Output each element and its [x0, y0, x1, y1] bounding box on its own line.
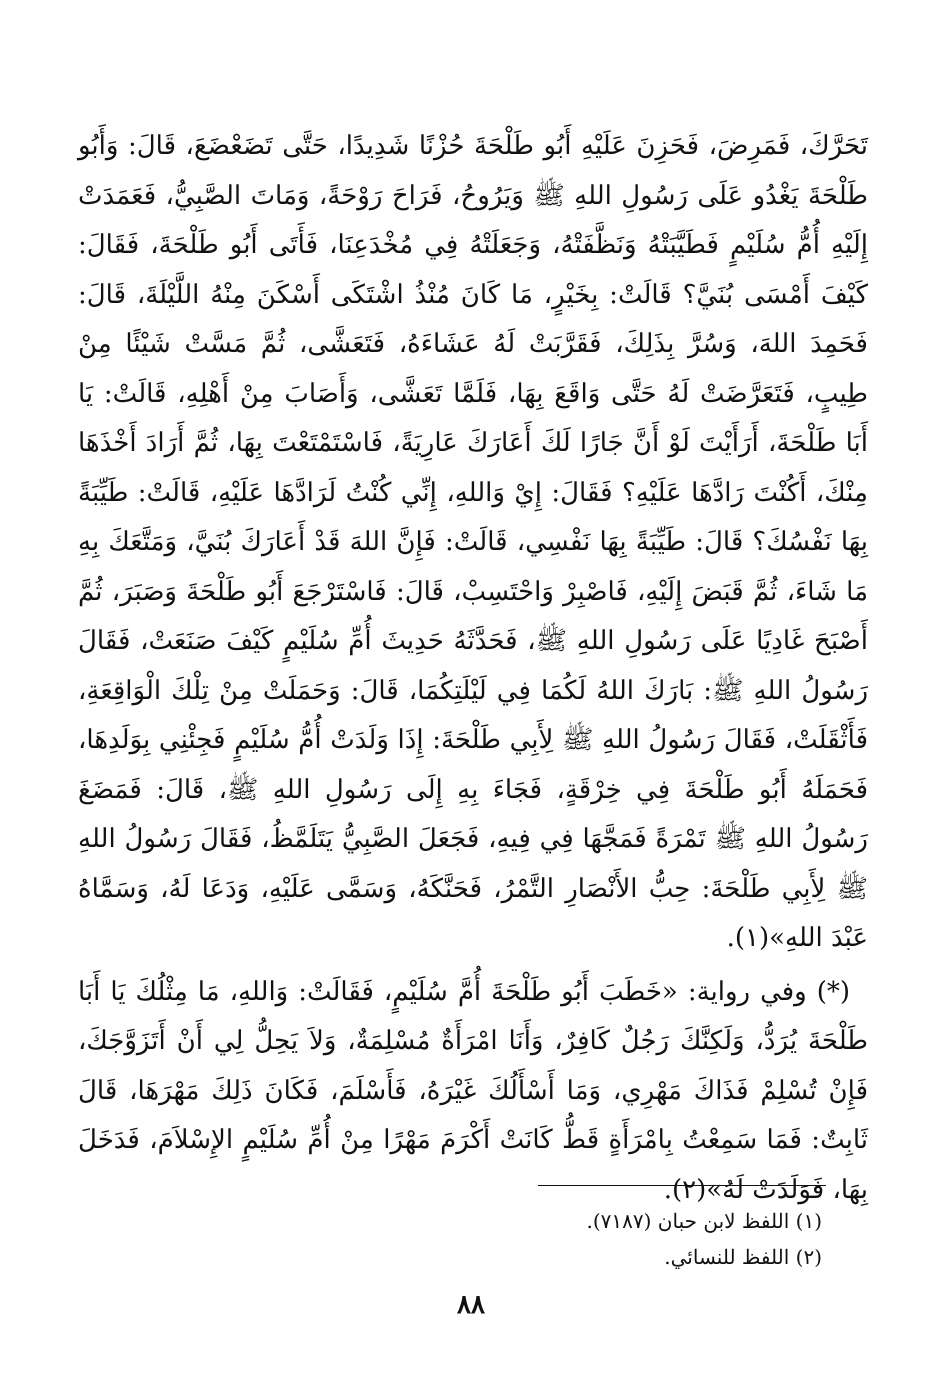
page-number: ٨٨	[457, 1290, 485, 1320]
footnote-1: (١) اللفظ لابن حبان (٧١٨٧).	[586, 1209, 822, 1233]
main-text	[78, 122, 868, 1215]
hadith-paragraph: تَحَرَّكَ، فَمَرِضَ، فَحَزِنَ عَلَيْهِ أَبُو طَلْحَةَ حُزْنًا شَدِيدًا، حَتَّى تَضَعْضَعَ، قَالَ: وَأَبُو طَلْحَةَ يَغْدُو عَلَى رَسُولِ اللهِ ﷺ وَيَرُوحُ، فَرَاحَ رَوْحَةً، وَمَاتَ الصَّبِيُّ، فَعَمَدَتْ إِلَيْهِ أُمُّ سُلَيْمٍ فَطَيَّبَتْهُ وَنَظَّفَتْهُ، وَجَعَلَتْهُ فِي مُخْدَعِنَا، فَأَتَى أَبُو طَلْحَةَ، فَقَالَ: كَيْفَ أَمْسَى بُنَيَّ؟ قَالَتْ: بِخَيْرٍ، مَا كَانَ مُنْذُ اشْتَكَى أَسْكَنَ مِنْهُ اللَّيْلَةَ، قَالَ: فَحَمِدَ اللهَ، وَسُرَّ بِذَلِكَ، فَقَرَّبَتْ لَهُ عَشَاءَهُ، فَتَعَشَّى، ثُمَّ مَسَّتْ شَيْئًا مِنْ طِيبٍ، فَتَعَرَّضَتْ لَهُ حَتَّى وَاقَعَ بِهَا، فَلَمَّا تَعَشَّى، وَأَصَابَ مِنْ أَهْلِهِ، قَالَتْ: يَا أَبَا طَلْحَةَ، أَرَأَيْتَ لَوْ أَنَّ جَارًا لَكَ أَعَارَكَ عَارِيَةً، فَاسْتَمْتَعْتَ بِهَا، ثُمَّ أَرَادَ أَخْذَهَا مِنْكَ، أَكُنْتَ رَادَّهَا عَلَيْهِ؟ فَقَالَ: إِيْ وَاللهِ، إِنِّي كُنْتُ لَرَادَّهَا عَلَيْهِ، قَالَتْ: طَيِّبَةً بِهَا نَفْسُكَ؟ قَالَ: طَيِّبَةً بِهَا نَفْسِي، قَالَتْ: فَإِنَّ اللهَ قَدْ أَعَارَكَ بُنَيَّ، وَمَتَّعَكَ بِهِ مَا شَاءَ، ثُمَّ قَبَضَ إِلَيْهِ، فَاصْبِرْ وَاحْتَسِبْ، قَالَ: فَاسْتَرْجَعَ أَبُو طَلْحَةَ وَصَبَرَ، ثُمَّ أَصْبَحَ غَادِيًا عَلَى رَسُولِ اللهِ ﷺ، فَحَدَّثَهُ حَدِيثَ أُمِّ سُلَيْمٍ كَيْفَ صَنَعَتْ، فَقَالَ رَسُولُ اللهِ ﷺ: بَارَكَ اللهُ لَكُمَا فِي لَيْلَتِكُمَا، قَالَ: وَحَمَلَتْ مِنْ تِلْكَ الْوَاقِعَةِ، فَأَثْقَلَتْ، فَقَالَ رَسُولُ اللهِ ﷺ لِأَبِي طَلْحَةَ: إِذَا وَلَدَتْ أُمُّ سُلَيْمٍ فَجِئْنِي بِوَلَدِهَا، فَحَمَلَهُ أَبُو طَلْحَةَ فِي خِرْقَةٍ، فَجَاءَ بِهِ إِلَى رَسُولِ اللهِ ﷺ، قَالَ: فَمَضَغَ رَسُولُ اللهِ ﷺ تَمْرَةً فَمَجَّهَا فِي فِيهِ، فَجَعَلَ الصَّبِيُّ يَتَلَمَّظُ، فَقَالَ رَسُولُ اللهِ ﷺ لِأَبِي طَلْحَةَ: حِبُّ الأَنْصَارِ التَّمْرُ، فَحَنَّكَهُ، وَسَمَّى عَلَيْهِ، وَدَعَا لَهُ، وَسَمَّاهُ عَبْدَ اللهِ»(١).	[78, 131, 868, 953]
footnote-separator	[538, 1185, 826, 1186]
footnote-2: (٢) اللفظ للنسائي.	[664, 1245, 822, 1269]
narration-paragraph: (*) وفي رواية: «خَطَبَ أَبُو طَلْحَةَ أُمَّ سُلَيْمٍ، فَقَالَتْ: وَاللهِ، مَا مِثْلُكَ يَا أَبَا طَلْحَةَ يُرَدُّ، وَلَكِنَّكَ رَجُلٌ كَافِرٌ، وَأَنَا امْرَأَةٌ مُسْلِمَةٌ، وَلاَ يَحِلُّ لِي أَنْ أَتَزَوَّجَكَ، فَإِنْ تُسْلِمْ فَذَاكَ مَهْرِي، وَمَا أَسْأَلُكَ غَيْرَهُ، فَأَسْلَمَ، فَكَانَ ذَلِكَ مَهْرَهَا، قَالَ ثَابِتٌ: فَمَا سَمِعْتُ بِامْرَأَةٍ قَطُّ كَانَتْ أَكْرَمَ مَهْرًا مِنْ أُمِّ سُلَيْمٍ الإِسْلاَمَ، فَدَخَلَ بِهَا، فَوَلَدَتْ لَهُ»(٢).	[78, 976, 868, 1205]
footnotes	[302, 1203, 822, 1275]
